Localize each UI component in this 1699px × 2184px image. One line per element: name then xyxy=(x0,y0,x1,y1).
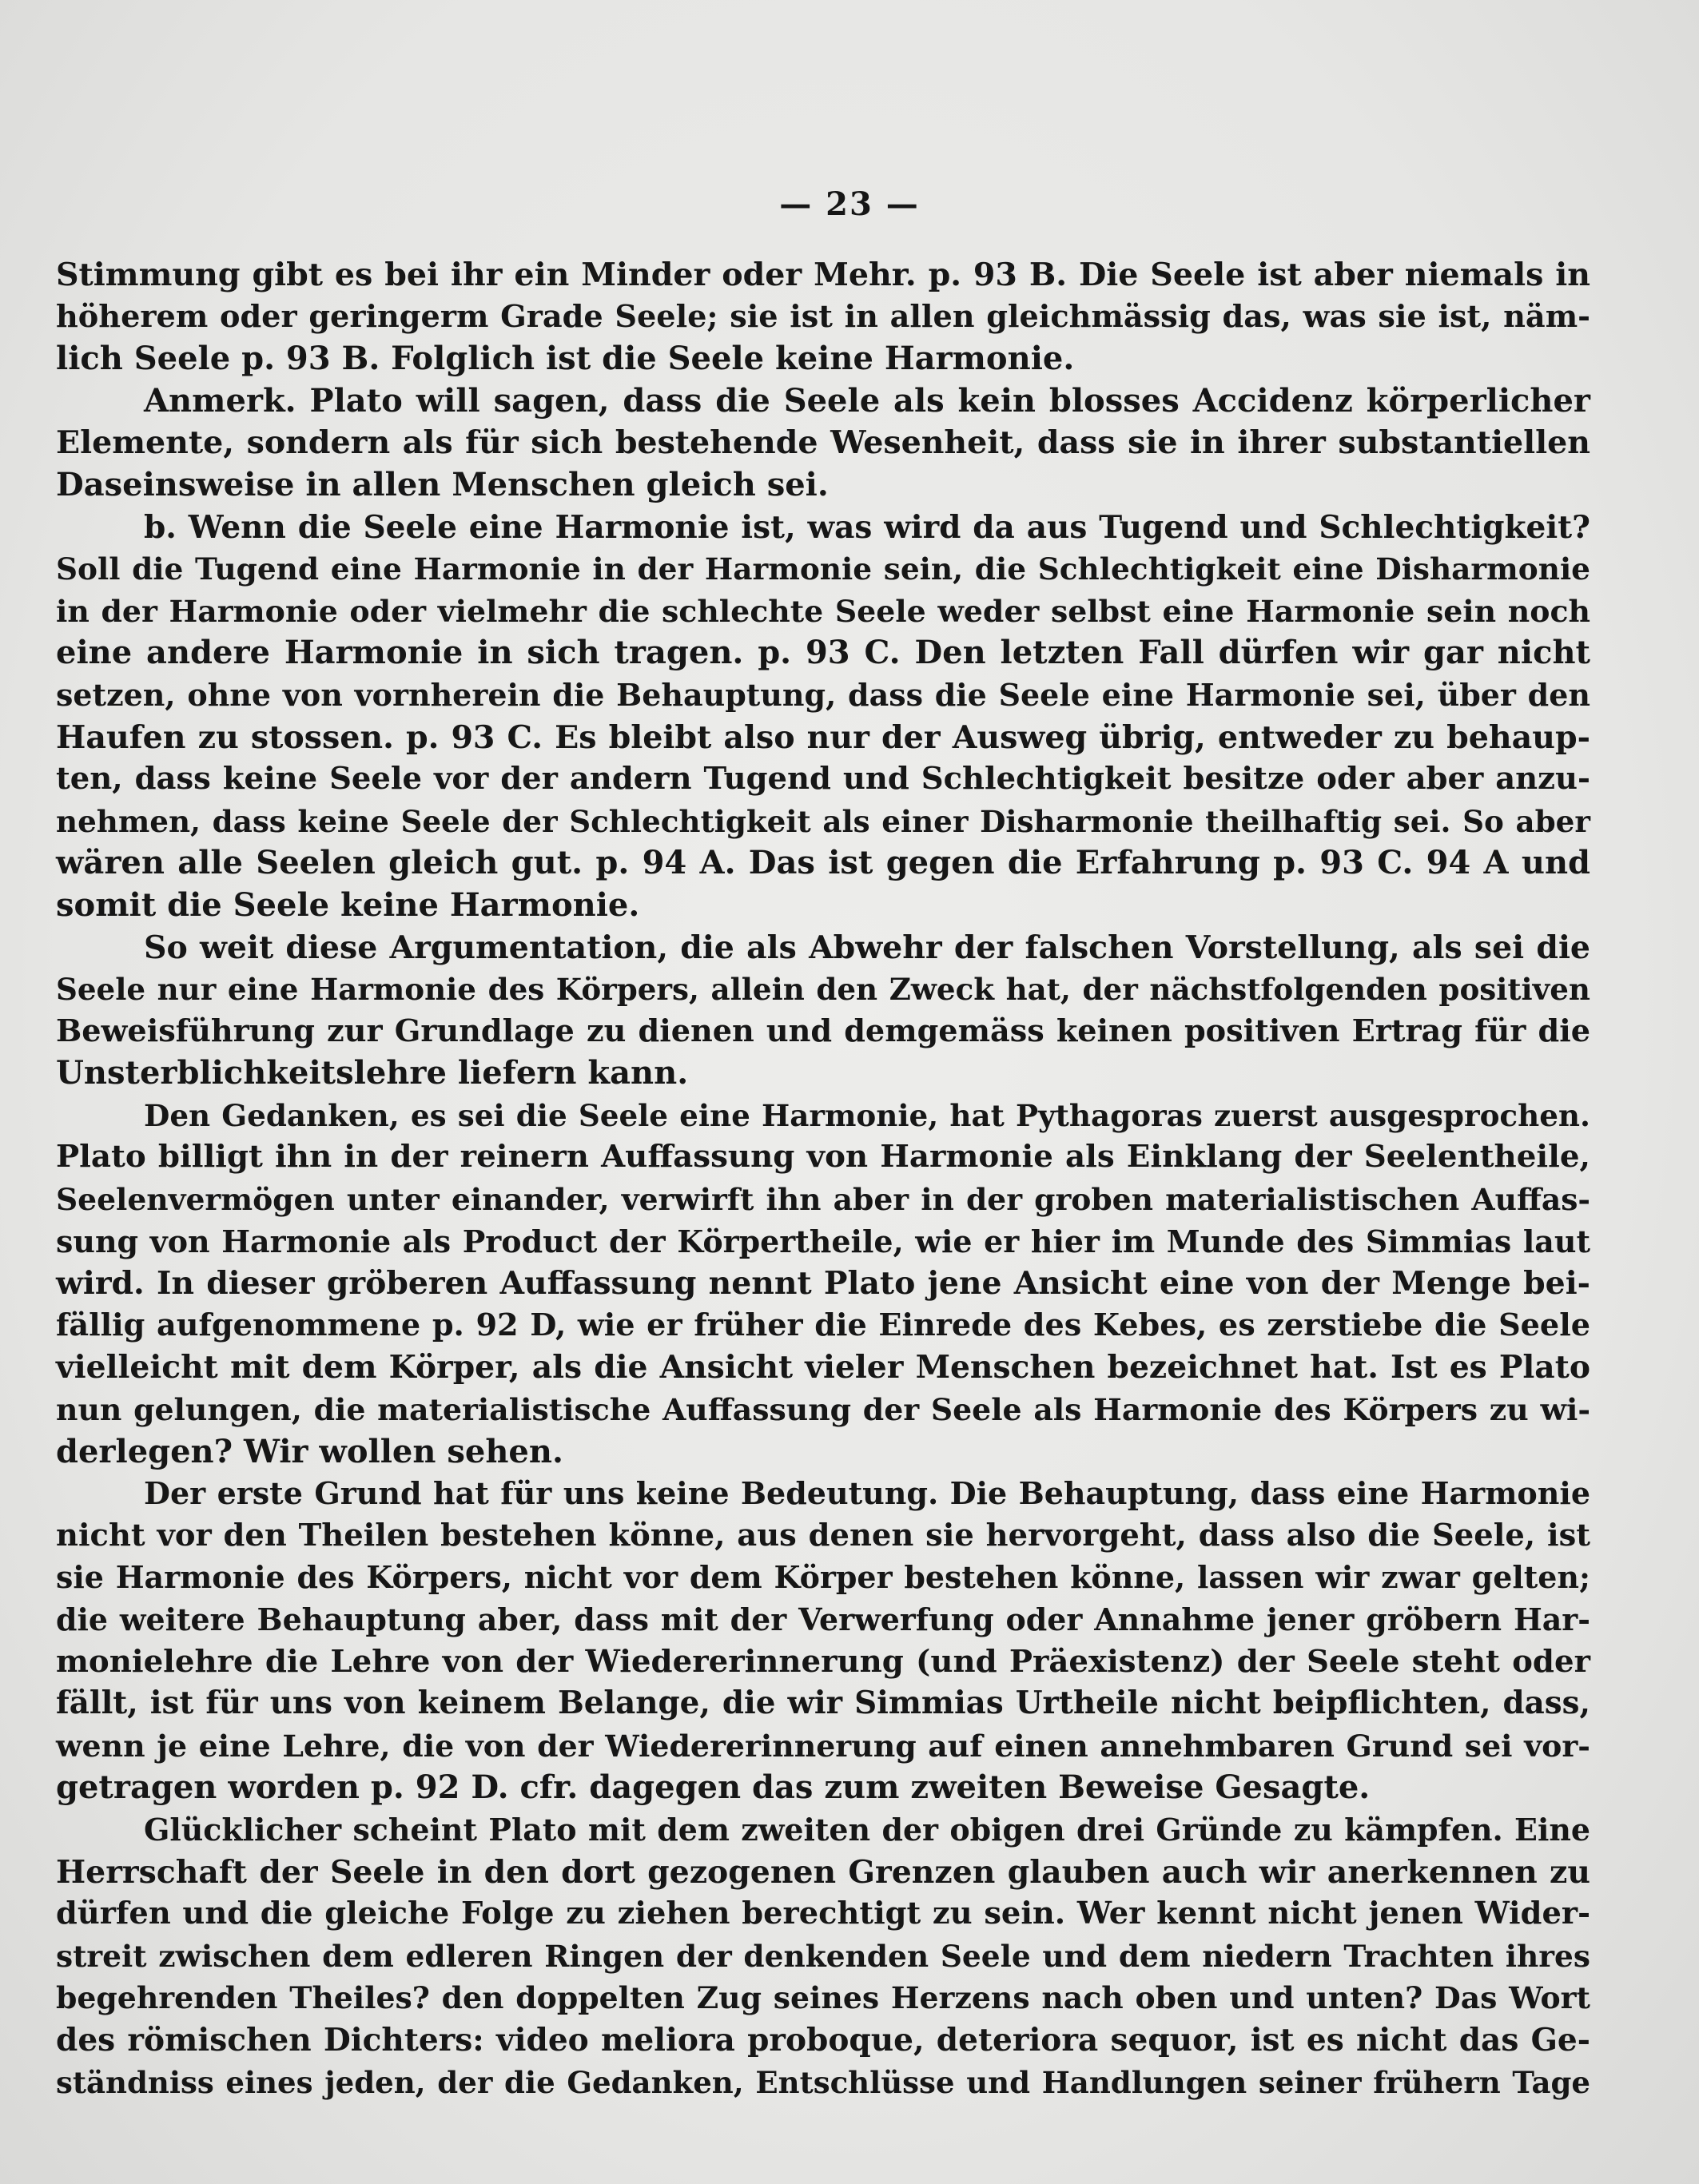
text-line: monielehre die Lehre von der Wiedererinnerung (und Präexistenz) der Seele steht oder xyxy=(56,1643,1590,1680)
text-line: höherem oder geringerm Grade Seele; sie ist in allen gleichmässig das, was sie ist, näm- xyxy=(56,298,1590,335)
text-line: derlegen? Wir wollen sehen. xyxy=(56,1432,563,1470)
text-line: Beweisführung zur Grundlage zu dienen und demgemäss keinen positiven Ertrag für die xyxy=(56,1012,1590,1049)
body-text xyxy=(56,254,1590,2103)
text-line: vielleicht mit dem Körper, als die Ansicht vieler Menschen bezeichnet hat. Ist es Plato xyxy=(56,1349,1590,1386)
text-line: begehrenden Theiles? den doppelten Zug seines Herzens nach oben und unten? Das Wort xyxy=(56,1980,1590,2016)
text-line: fällt, ist für uns von keinem Belange, die wir Simmias Urtheile nicht beipflichten, dass, xyxy=(56,1685,1590,1722)
text-line: Stimmung gibt es bei ihr ein Minder oder Mehr. p. 93 B. Die Seele ist aber niemals in xyxy=(56,257,1590,293)
text-line: Glücklicher scheint Plato mit dem zweiten der obigen drei Gründe zu kämpfen. Eine xyxy=(144,1811,1590,1848)
text-line: ten, dass keine Seele vor der andern Tugend und Schlechtigkeit besitze oder aber anzu- xyxy=(56,761,1590,798)
text-line: Elemente, sondern als für sich bestehende Wesenheit, dass sie in ihrer substantiellen xyxy=(56,424,1590,462)
text-line: sung von Harmonie als Product der Körpertheile, wie er hier im Munde des Simmias laut xyxy=(56,1223,1590,1259)
text-line: des römischen Dichters: video meliora proboque, deteriora sequor, ist es nicht das Ge- xyxy=(56,2021,1590,2059)
text-line: Den Gedanken, es sei die Seele eine Harmonie, hat Pythagoras zuerst ausgesprochen. xyxy=(144,1097,1590,1133)
text-line: nicht vor den Theilen bestehen könne, aus denen sie hervorgeht, dass also die Seele, ist xyxy=(56,1517,1590,1553)
text-line: b. Wenn die Seele eine Harmonie ist, was wird da aus Tugend und Schlechtigkeit? xyxy=(144,508,1590,546)
text-line: dürfen und die gleiche Folge zu ziehen berechtigt zu sein. Wer kennt nicht jenen Wider- xyxy=(56,1896,1590,1932)
page-number: — 23 — xyxy=(779,185,920,223)
text-line: nun gelungen, die materialistische Auffassung der Seele als Harmonie des Körpers zu wi- xyxy=(56,1392,1590,1428)
text-line: wenn je eine Lehre, die von der Wiedererinnerung auf einen annehmbaren Grund sei vor- xyxy=(56,1727,1590,1764)
text-line: Soll die Tugend eine Harmonie in der Harmonie sein, die Schlechtigkeit eine Disharmonie xyxy=(56,551,1590,587)
text-line: eine andere Harmonie in sich tragen. p. 93 C. Den letzten Fall dürfen wir gar nicht xyxy=(56,634,1590,672)
text-line: Plato billigt ihn in der reinern Auffassung von Harmonie als Einklang der Seelentheile, xyxy=(56,1139,1590,1176)
text-line: nehmen, dass keine Seele der Schlechtigkeit als einer Disharmonie theilhaftig sei. So aber xyxy=(56,803,1590,839)
text-line: somit die Seele keine Harmonie. xyxy=(56,885,640,924)
text-line: ständniss eines jeden, der die Gedanken, Entschlüsse und Handlungen seiner frühern Tage xyxy=(56,2064,1590,2100)
text-line: sie Harmonie des Körpers, nicht vor dem Körper bestehen könne, lassen wir zwar gelten; xyxy=(56,1559,1590,1596)
text-line: Unsterblichkeitslehre liefern kann. xyxy=(56,1054,689,1092)
text-line: getragen worden p. 92 D. cfr. dagegen das zum zweiten Beweise Gesagte. xyxy=(56,1768,1371,1807)
text-line: wären alle Seelen gleich gut. p. 94 A. Das ist gegen die Erfahrung p. 93 C. 94 A und xyxy=(56,844,1590,882)
text-line: die weitere Behauptung aber, dass mit der Verwerfung oder Annahme jener gröbern Har- xyxy=(56,1601,1590,1637)
text-line: in der Harmonie oder vielmehr die schlechte Seele weder selbst eine Harmonie sein noch xyxy=(56,593,1590,629)
text-line: wird. In dieser gröberen Auffassung nennt Plato jene Ansicht eine von der Menge bei- xyxy=(56,1265,1590,1303)
text-line: setzen, ohne von vornherein die Behauptung, dass die Seele eine Harmonie sei, über den xyxy=(56,676,1590,713)
text-line: Der erste Grund hat für uns keine Bedeutung. Die Behauptung, dass eine Harmonie xyxy=(144,1475,1590,1512)
text-line: So weit diese Argumentation, die als Abwehr der falschen Vorstellung, als sei die xyxy=(144,929,1590,966)
text-line: Seelenvermögen unter einander, verwirft ihn aber in der groben materialistischen Auffas- xyxy=(56,1182,1590,1218)
text-line: Seele nur eine Harmonie des Körpers, allein den Zweck hat, der nächstfolgenden positiven xyxy=(56,972,1590,1008)
text-line: Herrschaft der Seele in den dort gezogenen Grenzen glauben auch wir anerkennen zu xyxy=(56,1853,1590,1891)
text-line: Daseinsweise in allen Menschen gleich sei. xyxy=(56,465,829,503)
text-line: streit zwischen dem edleren Ringen der denkenden Seele und dem niedern Trachten ihres xyxy=(56,1938,1590,1974)
text-line: fällig aufgenommene p. 92 D, wie er früher die Einrede des Kebes, es zerstiebe die Seele xyxy=(56,1307,1590,1343)
text-line: lich Seele p. 93 B. Folglich ist die Seele keine Harmonie. xyxy=(56,340,1075,378)
remark-line: Anmerk. Plato will sagen, dass die Seele als kein blosses Accidenz körperlicher xyxy=(144,381,1590,420)
text-line: Haufen zu stossen. p. 93 C. Es bleibt also nur der Ausweg übrig, entweder zu behaup- xyxy=(56,718,1590,756)
